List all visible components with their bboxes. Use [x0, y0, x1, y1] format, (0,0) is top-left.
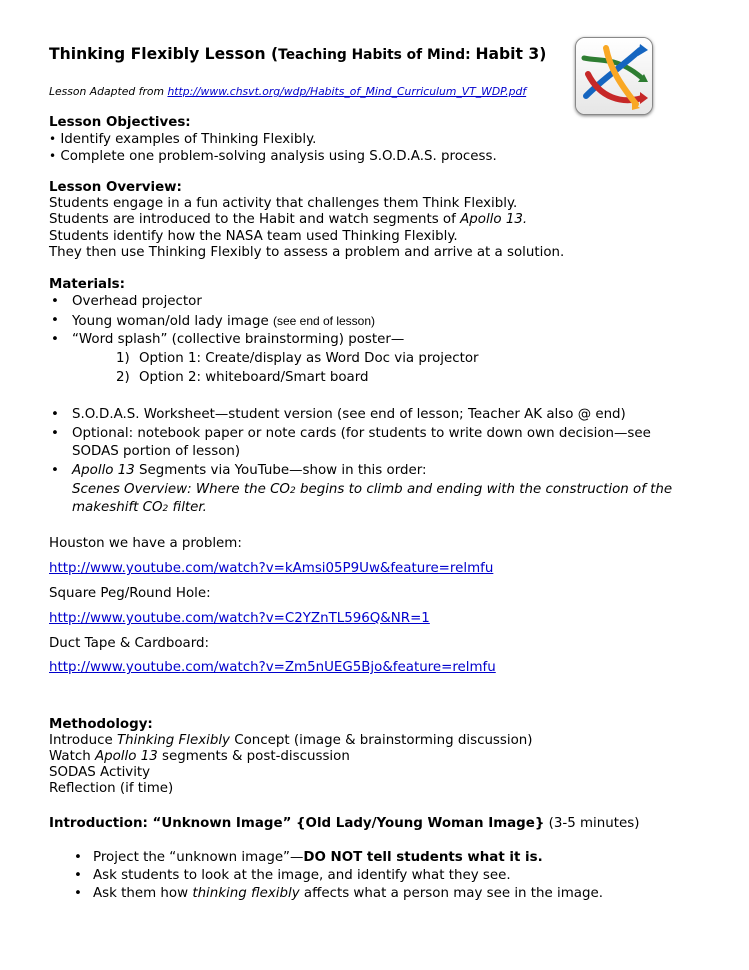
clip-3-label: Duct Tape & Cardboard: [49, 636, 210, 651]
scenes-overview-line-1: Scenes Overview: Where the CO2 begins to climb and ending with the construction of the [72, 482, 673, 497]
methodology-line-1: Introduce Thinking Flexibly Concept (image & brainstorming discussion) [49, 733, 533, 748]
source-pdf-link[interactable]: http://www.chsvt.org/wdp/Habits_of_Mind_Curriculum_VT_WDP.pdf [167, 85, 527, 98]
materials-bullet: • [51, 407, 59, 422]
option-2-number: 2) [116, 370, 130, 385]
methodology-line-4: Reflection (if time) [49, 781, 174, 796]
materials-item-word-splash: “Word splash” (collective brainstorming) poster— [72, 332, 405, 347]
materials-bullet: • [51, 332, 59, 347]
materials-bullet: • [51, 313, 59, 328]
overview-line-2: Students are introduced to the Habit and watch segments of Apollo 13. [49, 212, 528, 227]
clip-2-label: Square Peg/Round Hole: [49, 586, 211, 601]
materials-item-projector: Overhead projector [72, 294, 202, 309]
overview-line-3: Students identify how the NASA team used Thinking Flexibly. [49, 229, 458, 244]
intro-bullet: • [74, 868, 82, 883]
materials-bullet: • [51, 294, 59, 309]
objective-item-1: • Identify examples of Thinking Flexibly. [49, 132, 317, 147]
option-1-number: 1) [116, 351, 130, 366]
clip-1-link[interactable]: http://www.youtube.com/watch?v=kAmsi05P9Uw&feature=relmfu [49, 561, 494, 576]
intro-bullet: • [74, 886, 82, 901]
materials-item-optional-line-1: Optional: notebook paper or note cards (for students to write down own decision—see [72, 426, 651, 441]
intro-item-2: Ask students to look at the image, and identify what they see. [93, 868, 511, 883]
overview-heading: Lesson Overview: [49, 180, 182, 195]
materials-item-worksheet: S.O.D.A.S. Worksheet—student version (see end of lesson; Teacher AK also @ end) [72, 407, 626, 422]
methodology-line-3: SODAS Activity [49, 765, 151, 780]
introduction-heading: Introduction: “Unknown Image” {Old Lady/Young Woman Image} (3-5 minutes) [49, 816, 640, 831]
overview-line-1: Students engage in a fun activity that challenges them Think Flexibly. [49, 196, 518, 211]
option-2-text: Option 2: whiteboard/Smart board [139, 370, 369, 385]
clip-3-link[interactable]: http://www.youtube.com/watch?v=Zm5nUEG5Bjo&feature=relmfu [49, 660, 496, 675]
methodology-heading: Methodology: [49, 717, 153, 732]
materials-bullet: • [51, 463, 59, 478]
materials-heading: Materials: [49, 277, 125, 292]
intro-item-1: Project the “unknown image”—DO NOT tell students what it is. [93, 850, 543, 865]
objective-item-2: • Complete one problem-solving analysis using S.O.D.A.S. process. [49, 149, 497, 164]
habits-of-mind-arrows-logo-icon [575, 37, 653, 115]
intro-bullet: • [74, 850, 82, 865]
arrows-logo-graphic-icon [576, 38, 652, 114]
clip-2-link[interactable]: http://www.youtube.com/watch?v=C2YZnTL596Q&NR=1 [49, 611, 430, 626]
adapted-from-line: Lesson Adapted from http://www.chsvt.org/wdp/Habits_of_Mind_Curriculum_VT_WDP.pdf [49, 85, 527, 98]
materials-bullet: • [51, 426, 59, 441]
overview-line-4: They then use Thinking Flexibly to assess a problem and arrive at a solution. [49, 245, 565, 260]
methodology-line-2: Watch Apollo 13 segments & post-discussion [49, 749, 350, 764]
page-title: Thinking Flexibly Lesson (Teaching Habits of Mind: Habit 3) [49, 45, 547, 63]
materials-item-optional-line-2: SODAS portion of lesson) [72, 444, 241, 459]
intro-item-3: Ask them how thinking flexibly affects what a person may see in the image. [93, 886, 603, 901]
option-1-text: Option 1: Create/display as Word Doc via projector [139, 351, 479, 366]
scenes-overview-line-2: makeshift CO2 filter. [72, 500, 207, 515]
materials-item-apollo-segments: Apollo 13 Segments via YouTube—show in this order: [72, 463, 427, 478]
objectives-heading: Lesson Objectives: [49, 115, 191, 130]
clip-1-label: Houston we have a problem: [49, 536, 242, 551]
materials-item-image: Young woman/old lady image (see end of lesson) [72, 314, 376, 329]
